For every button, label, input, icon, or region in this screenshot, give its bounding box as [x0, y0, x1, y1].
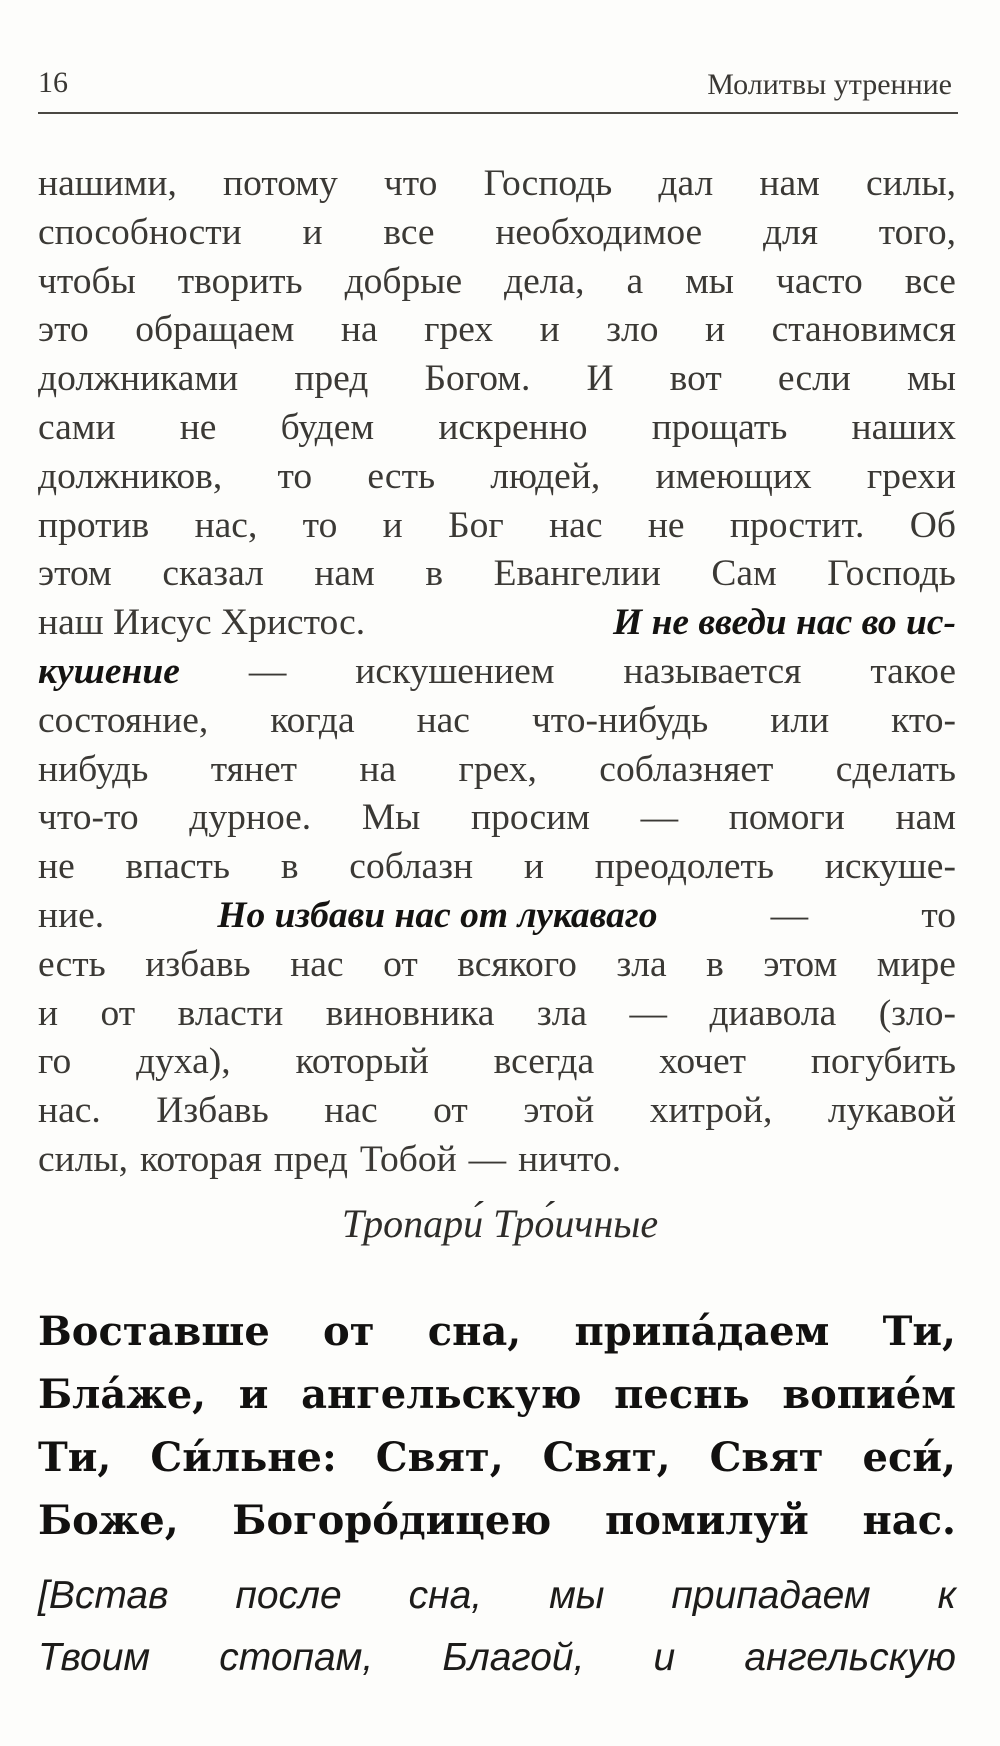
word: мире	[876, 943, 956, 985]
word: становимся	[771, 309, 956, 351]
word: (зло-	[878, 992, 956, 1034]
word: еси́,	[862, 1434, 956, 1481]
text-line	[38, 1038, 956, 1087]
word: нам	[759, 163, 820, 204]
text-line	[38, 306, 956, 355]
word: против	[38, 504, 150, 546]
word: вопие́м	[782, 1371, 956, 1418]
word: грехи	[866, 455, 956, 497]
word: Избавь	[156, 1090, 269, 1132]
word: припадаем	[671, 1574, 871, 1617]
text-line	[38, 160, 956, 209]
word: дурное.	[189, 797, 312, 839]
word: —	[629, 992, 667, 1034]
section-heading: Тропари́ Тро́ичные	[341, 1201, 659, 1246]
word: —	[248, 650, 287, 692]
word: Си́льне:	[150, 1434, 337, 1481]
word: от	[433, 1090, 468, 1132]
word: этом	[763, 943, 838, 985]
word: просим	[471, 797, 590, 839]
text-line	[38, 1087, 956, 1136]
word: будем	[280, 406, 375, 448]
text-line	[38, 794, 956, 843]
word: нибудь	[38, 748, 149, 790]
word: сами	[38, 406, 116, 448]
word: все	[904, 260, 956, 302]
word: это	[38, 309, 89, 351]
word: соблазн	[349, 846, 474, 888]
word: потому	[223, 163, 338, 204]
word: то	[277, 455, 313, 497]
word: а	[626, 260, 644, 302]
word: сделать	[835, 748, 956, 790]
word: ангельскую	[744, 1636, 956, 1679]
word: и	[238, 1371, 269, 1418]
word: и	[704, 309, 726, 351]
word: мы	[549, 1574, 605, 1617]
word: такое	[870, 650, 956, 692]
word: Богом.	[424, 358, 531, 400]
translation-line	[38, 1627, 956, 1689]
word: то	[302, 504, 338, 546]
text-line	[38, 502, 956, 551]
word: чтобы	[38, 260, 136, 302]
word: грех	[424, 309, 494, 351]
word: Богоро́дицею	[232, 1497, 552, 1544]
word: и	[382, 504, 403, 546]
word: Свят	[709, 1434, 824, 1481]
word: не	[38, 846, 75, 888]
word: или	[770, 699, 830, 741]
prayer-quote: кушение	[38, 650, 180, 692]
commentary-text	[38, 160, 956, 1185]
word: Господь	[827, 553, 956, 595]
word: то	[921, 894, 956, 936]
word: часто	[775, 260, 863, 302]
word: наших	[851, 406, 956, 448]
word: в	[280, 846, 299, 888]
word: припа́даем	[574, 1308, 830, 1355]
word: к	[937, 1574, 956, 1617]
word: должниками	[38, 358, 239, 400]
translation-text	[38, 1565, 956, 1689]
word: помоги	[728, 797, 845, 839]
word: нас	[549, 504, 603, 546]
word: если	[777, 358, 851, 400]
word: мы	[685, 260, 735, 302]
word: тянет	[210, 748, 297, 790]
text-line	[38, 990, 956, 1039]
word: и	[38, 992, 59, 1034]
word: сказал	[162, 553, 264, 595]
word: нас.	[38, 1090, 101, 1132]
text-line	[38, 599, 956, 648]
word: на	[340, 309, 378, 351]
word: что	[383, 163, 438, 204]
word: зла	[616, 943, 667, 985]
word: Евангелии	[493, 553, 661, 595]
word: Бог	[448, 504, 504, 546]
prayer-quote: Но избави нас от лукаваго	[217, 894, 658, 936]
word: ние.	[38, 894, 105, 936]
word: вот	[669, 358, 722, 400]
word: кто-	[891, 699, 956, 741]
word: от	[323, 1308, 375, 1355]
word: силы,	[866, 163, 956, 204]
translation-line	[38, 1565, 956, 1627]
prayer-quote: И не введи нас во ис-	[613, 602, 956, 644]
text-line	[38, 1136, 956, 1185]
troparion-line	[38, 1489, 956, 1552]
text-line	[38, 892, 956, 941]
text-line	[38, 648, 956, 697]
word: грех,	[458, 748, 537, 790]
word-group: наш Иисус Христос.	[38, 602, 366, 644]
word: людей,	[490, 455, 601, 497]
word: творить	[177, 260, 303, 302]
word: не	[647, 504, 685, 546]
word: который	[295, 1041, 429, 1083]
word: нам	[314, 553, 375, 595]
word: хочет	[659, 1041, 747, 1083]
word: Господь	[483, 163, 613, 204]
word: искушением	[355, 650, 555, 692]
text-line	[38, 453, 956, 502]
text-line	[38, 843, 956, 892]
word: прощать	[651, 406, 788, 448]
word: Ти,	[882, 1308, 956, 1355]
word: пред	[273, 1138, 348, 1180]
word: власти	[177, 992, 284, 1034]
text-line	[38, 550, 956, 599]
word: погубить	[810, 1041, 956, 1083]
word: нас,	[194, 504, 258, 546]
word: Сам	[711, 553, 777, 595]
word: есть	[367, 455, 436, 497]
text-line	[38, 258, 956, 307]
word: всегда	[493, 1041, 595, 1083]
word: состояние,	[38, 699, 209, 741]
word: ангельскую	[301, 1371, 582, 1418]
word: сна,	[408, 1574, 483, 1617]
text-line	[38, 697, 956, 746]
word: должников,	[38, 455, 223, 497]
word: зло	[606, 309, 659, 351]
word: искренно	[438, 406, 588, 448]
text-line	[38, 355, 956, 404]
word: для	[762, 211, 818, 253]
word: зла	[536, 992, 588, 1034]
word: нам	[895, 797, 956, 839]
troparion-line	[38, 1300, 956, 1363]
word: необходимое	[495, 211, 703, 253]
troparion-line	[38, 1426, 956, 1489]
word: есть	[38, 943, 106, 985]
word: нас	[324, 1090, 378, 1132]
word: хитрой,	[649, 1090, 773, 1132]
word: от	[100, 992, 136, 1034]
word: [Встав	[38, 1574, 169, 1617]
word: И	[586, 358, 614, 400]
word: лукавой	[827, 1090, 956, 1132]
word: того,	[878, 211, 956, 253]
text-line	[38, 941, 956, 990]
word: нас.	[862, 1497, 956, 1544]
word: Ти,	[38, 1434, 112, 1481]
word: в	[425, 553, 444, 595]
word: избавь	[145, 943, 251, 985]
word: имеющих	[655, 455, 812, 497]
word: Благой,	[442, 1636, 585, 1679]
word: что-то	[38, 797, 139, 839]
word: преодолеть	[594, 846, 775, 888]
word: стопам,	[219, 1636, 374, 1679]
word: способности	[38, 211, 242, 253]
word: Боже,	[38, 1497, 179, 1544]
word: Твоим	[38, 1636, 151, 1679]
word: на	[359, 748, 397, 790]
word: дела,	[504, 260, 585, 302]
word: —	[770, 894, 809, 936]
word: —	[640, 797, 679, 839]
word: Свят,	[542, 1434, 671, 1481]
word: песнь	[614, 1371, 750, 1418]
word: и	[302, 211, 323, 253]
word: го	[38, 1041, 72, 1083]
word: называется	[623, 650, 802, 692]
word: все	[383, 211, 435, 253]
word: Об	[909, 504, 956, 546]
word: Воставше	[38, 1308, 270, 1355]
word: и	[653, 1636, 676, 1679]
word: обращаем	[135, 309, 295, 351]
word: Свят,	[375, 1434, 504, 1481]
word: не	[179, 406, 217, 448]
running-title: Молитвы утренние	[707, 68, 952, 101]
word: Тобой	[359, 1138, 457, 1180]
word: всякого	[457, 943, 577, 985]
word: Бла́же,	[38, 1371, 207, 1418]
word: которая	[140, 1138, 262, 1180]
word: впасть	[125, 846, 231, 888]
text-line	[38, 746, 956, 795]
word: что-нибудь	[531, 699, 709, 741]
word: помилуй	[604, 1497, 809, 1544]
word: ничто.	[518, 1138, 622, 1180]
word: дал	[658, 163, 714, 204]
word: пред	[294, 358, 369, 400]
word: этом	[38, 553, 112, 595]
word: и	[539, 309, 560, 351]
page-number: 16	[38, 66, 68, 99]
page-header	[38, 62, 958, 114]
word: нас	[416, 699, 470, 741]
word: когда	[270, 699, 355, 741]
text-line	[38, 404, 956, 453]
word: соблазняет	[599, 748, 774, 790]
troparion-text	[38, 1300, 956, 1552]
word: сна,	[427, 1308, 522, 1355]
text-line	[38, 209, 956, 258]
word: искуше-	[824, 846, 956, 888]
word: —	[468, 1138, 507, 1180]
word: нашими,	[38, 163, 177, 204]
word: от	[383, 943, 418, 985]
word: мы	[907, 358, 956, 400]
word: и	[523, 846, 544, 888]
word: Мы	[361, 797, 421, 839]
word: добрые	[344, 260, 463, 302]
word: силы,	[38, 1138, 128, 1180]
word: этой	[523, 1090, 595, 1132]
word: виновника	[325, 992, 495, 1034]
word: диавола	[709, 992, 837, 1034]
word: нас	[290, 943, 344, 985]
troparion-line	[38, 1363, 956, 1426]
word: простит.	[729, 504, 865, 546]
word: после	[235, 1574, 342, 1617]
word: духа),	[136, 1041, 231, 1083]
word: в	[706, 943, 724, 985]
